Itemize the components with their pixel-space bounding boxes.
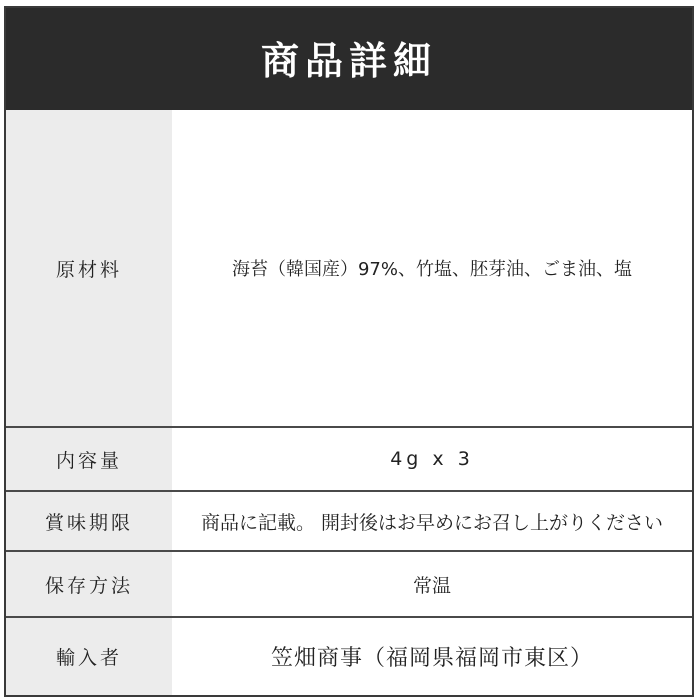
row-value-best-before: 商品に記載。 開封後はお早めにお召し上がりください: [172, 492, 692, 550]
table-row-ingredients: [6, 110, 692, 428]
row-value-ingredients: 海苔（韓国産）97%、竹塩、胚芽油、ごま油、塩: [172, 110, 692, 426]
table-title: 商品詳細: [260, 38, 437, 83]
row-value-importer: 笠畑商事（福岡県福岡市東区）: [172, 618, 692, 695]
row-label-storage: 保存方法: [6, 552, 172, 616]
table-header: [6, 8, 692, 110]
table-row-contents: [6, 428, 692, 492]
row-value-storage: 常温: [172, 552, 692, 616]
row-label-best-before: 賞味期限: [6, 492, 172, 550]
row-label-contents: 内容量: [6, 428, 172, 490]
table-row-storage: [6, 552, 692, 618]
product-details-table: [4, 6, 694, 697]
row-value-contents: 4g x 3: [172, 428, 692, 490]
row-label-ingredients: 原材料: [6, 110, 172, 426]
row-label-importer: 輸入者: [6, 618, 172, 695]
table-row-importer: [6, 618, 692, 695]
table-row-best-before: [6, 492, 692, 552]
